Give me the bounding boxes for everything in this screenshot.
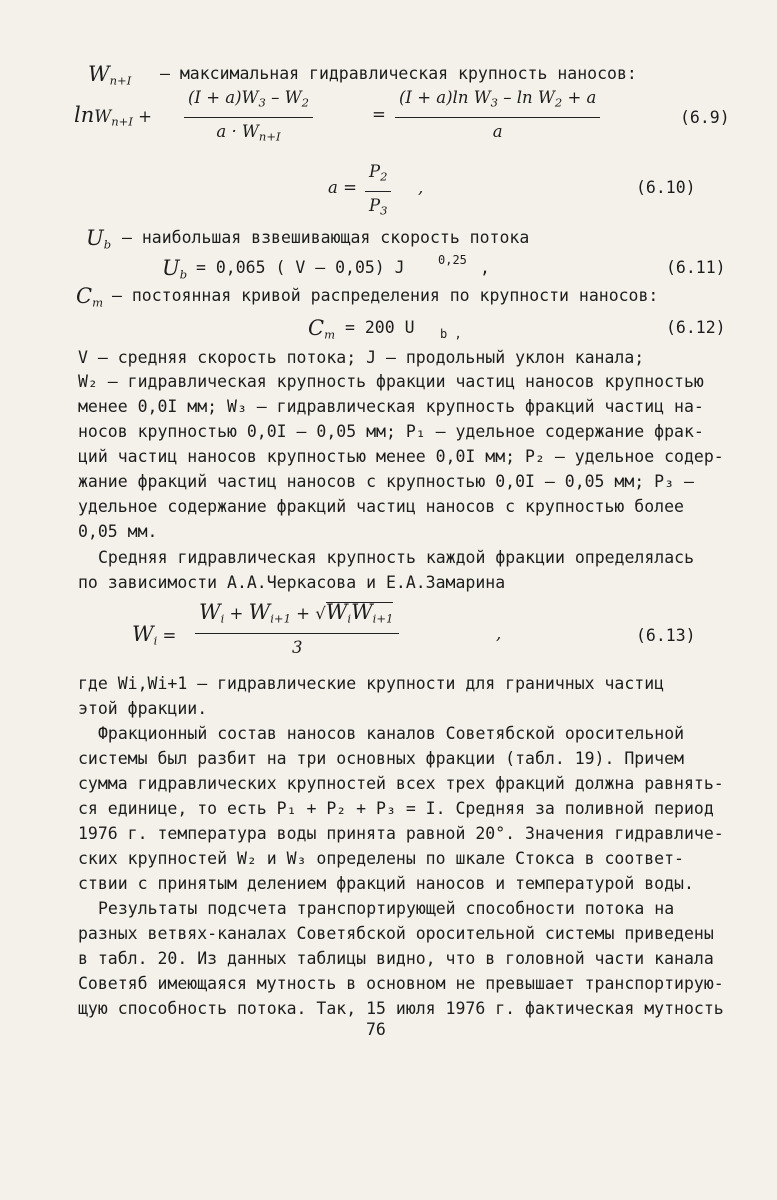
p1-line-6: жание фракций частиц наносов с крупностью 0,0I – 0,05 мм; P₃ – [78, 472, 694, 491]
symbol-w-n1: $W_{n+I}$ [88, 62, 132, 88]
eq613-fraction: $W_i + W_{i+1} + √W_iW_{i+1}$ 3 [195, 600, 399, 661]
eq610-comma: , [418, 178, 424, 197]
eq612-number: (6.12) [666, 318, 726, 337]
def-c-t: — постоянная кривой распределения по крупности наносов: [112, 286, 659, 305]
eq611-comma: , [480, 258, 490, 277]
p1-line-1: V – средняя скорость потока; J – продольный уклон канала; [78, 348, 645, 367]
eq69-left-num: (I + a)W [188, 88, 259, 107]
p3-line-2: системы был разбит на три основных фракции (табл. 19). Причем [78, 749, 684, 768]
p4-line-1: Результаты подсчета транспортирующей способности потока на [98, 899, 675, 918]
p2-line-2: по зависимости А.А.Черкасова и Е.А.Замарина [78, 573, 506, 592]
eq610-number: (6.10) [636, 178, 696, 197]
def-u-b: — наибольшая взвешивающая скорость потока [122, 228, 530, 247]
eq613-number: (6.13) [636, 626, 696, 645]
p1-line-2: W₂ – гидравлическая крупность фракции частиц наносов крупностью [78, 372, 704, 391]
p2-line-1: Средняя гидравлическая крупность каждой фракции определялась [98, 548, 695, 567]
eq69-lhs: lnW$_{n+I}$ + [74, 103, 152, 129]
eq69-number: (6.9) [680, 108, 730, 127]
eq610-fraction: $\frac{P_2}{P_3}$ [365, 160, 391, 223]
symbol-u-b: $U_b$ [86, 226, 112, 252]
eq611-body: = 0,065 ( V – 0,05) J [196, 258, 405, 277]
eq612-body: = 200 U [345, 318, 415, 337]
eq611-number: (6.11) [666, 258, 726, 277]
eq613-comma: , [496, 624, 502, 643]
eq69-equals: = [372, 105, 386, 124]
eq69-fraction-left: $\frac{(I + a)W_3 - W_2}{a \cdot W_{n+I}}$ [184, 86, 313, 149]
where-line-1: где Wi,Wi+1 – гидравлические крупности для граничных частиц [78, 674, 665, 693]
page-number: 76 [366, 1020, 386, 1039]
p1-line-7: удельное содержание фракций частиц наносов с крупностью более [78, 497, 684, 516]
p3-line-4: ся единице, то есть P₁ + P₂ + P₃ = I. Средняя за поливной период [78, 799, 714, 818]
eq612-lhs: $C_т$ [308, 316, 336, 342]
p4-line-5: щую способность потока. Так, 15 июля 1976 г. фактическая мутность [78, 999, 724, 1018]
symbol-c-t: $C_т$ [76, 284, 104, 310]
p3-line-1: Фракционный состав наносов каналов Советябской оросительной [98, 724, 685, 743]
p4-line-4: Советяб имеющаяся мутность в основном не превышает транспортирую- [78, 974, 724, 993]
p3-line-5: 1976 г. температура воды принята равной 20°. Значения гидравличе- [78, 824, 724, 843]
def-w-n1: — максимальная гидравлическая крупность наносов: [160, 64, 637, 83]
eq69-fraction-right: $\frac{(I + a)\ln W_3 - \ln W_2 + a}{a}$ [395, 86, 600, 145]
eq611-lhs: $U_b$ [162, 256, 188, 282]
p4-line-2: разных ветвях-каналах Советябской оросительной системы приведены [78, 924, 714, 943]
eq613-lhs: $W_i$ = [132, 622, 177, 648]
p3-line-7: ствии с принятым делением фракций наносов и температурой воды. [78, 874, 694, 893]
eq612-sub: b , [440, 327, 462, 341]
p4-line-3: в табл. 20. Из данных таблицы видно, что в головной части канала [78, 949, 714, 968]
p3-line-6: ских крупностей W₂ и W₃ определены по шкале Стокса в соответ- [78, 849, 684, 868]
p1-line-8: 0,05 мм. [78, 522, 158, 541]
eq610-lhs: a = [328, 178, 357, 197]
where-line-2: этой фракции. [78, 699, 208, 718]
p1-line-5: ций частиц наносов крупностью менее 0,0I мм; P₂ – удельное содер- [78, 447, 724, 466]
p1-line-3: менее 0,0I мм; W₃ – гидравлическая крупность фракций частиц на- [78, 397, 704, 416]
eq611-exponent: 0,25 [438, 253, 467, 267]
eq69-right-num: (I + a)ln W [399, 88, 491, 107]
p1-line-4: носов крупностью 0,0I – 0,05 мм; P₁ – удельное содержание фрак- [78, 422, 704, 441]
p3-line-3: сумма гидравлических крупностей всех трех фракций должна равнять- [78, 774, 724, 793]
